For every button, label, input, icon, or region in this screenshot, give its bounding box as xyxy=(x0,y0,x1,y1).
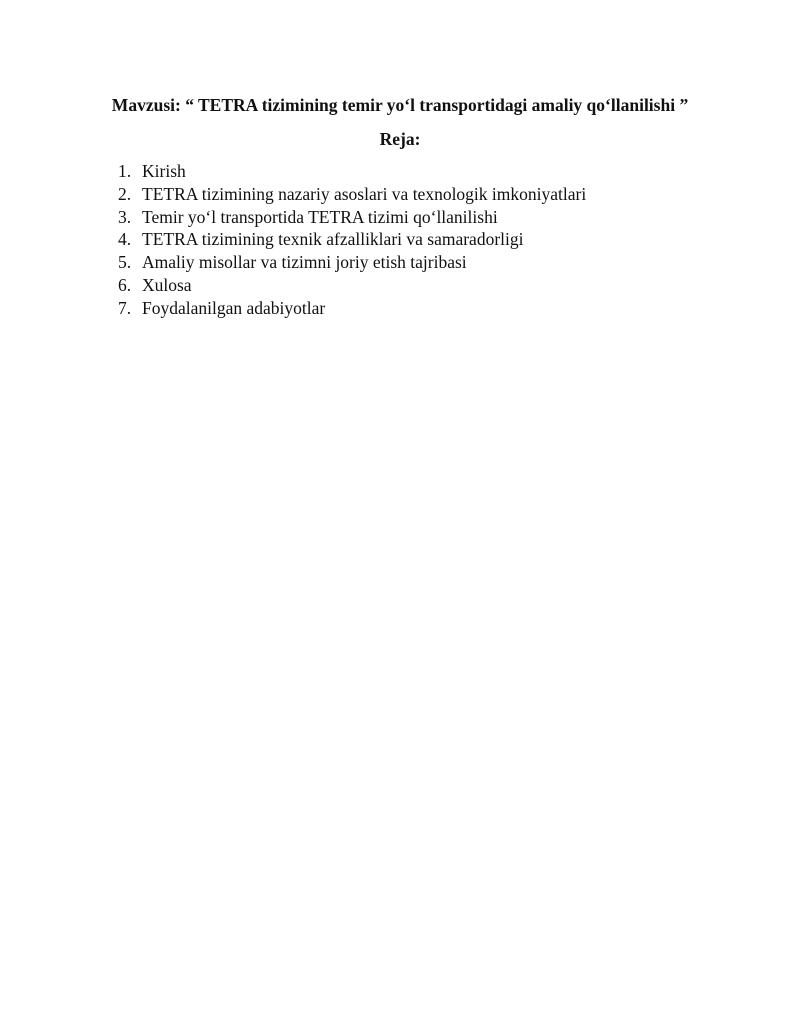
plan-item-number: 4. xyxy=(118,229,132,250)
plan-item xyxy=(118,228,586,251)
plan-item-number: 5. xyxy=(118,252,132,273)
plan-list xyxy=(118,160,586,320)
plan-item-text: Temir yo‘l transportida TETRA tizimi qo‘llanilishi xyxy=(142,206,498,227)
plan-item-number: 6. xyxy=(118,274,132,295)
plan-item-text: Amaliy misollar va tizimni joriy etish tajribasi xyxy=(142,252,467,273)
plan-item-text: Xulosa xyxy=(142,274,192,295)
plan-item-text: Kirish xyxy=(142,161,186,181)
plan-item xyxy=(118,274,586,297)
plan-item xyxy=(118,160,586,183)
plan-item-text: TETRA tizimining nazariy asoslari va texnologik imkoniyatlari xyxy=(142,183,587,204)
plan-item-number: 3. xyxy=(118,206,132,227)
plan-item-text: Foydalanilgan adabiyotlar xyxy=(142,297,326,318)
plan-item-number: 2. xyxy=(118,183,132,204)
plan-item xyxy=(118,251,586,274)
plan-item xyxy=(118,183,586,206)
plan-item-text: TETRA tizimining texnik afzalliklari va samaradorligi xyxy=(142,229,524,250)
plan-heading: Reja: xyxy=(379,129,421,149)
plan-item xyxy=(118,206,586,229)
document-title: Mavzusi: “ TETRA tizimining temir yo‘l transportidagi amaliy qo‘llanilishi ” xyxy=(111,95,689,115)
plan-item-number: 7. xyxy=(118,297,132,318)
plan-item-number: 1. xyxy=(118,161,132,181)
plan-item xyxy=(118,297,586,320)
